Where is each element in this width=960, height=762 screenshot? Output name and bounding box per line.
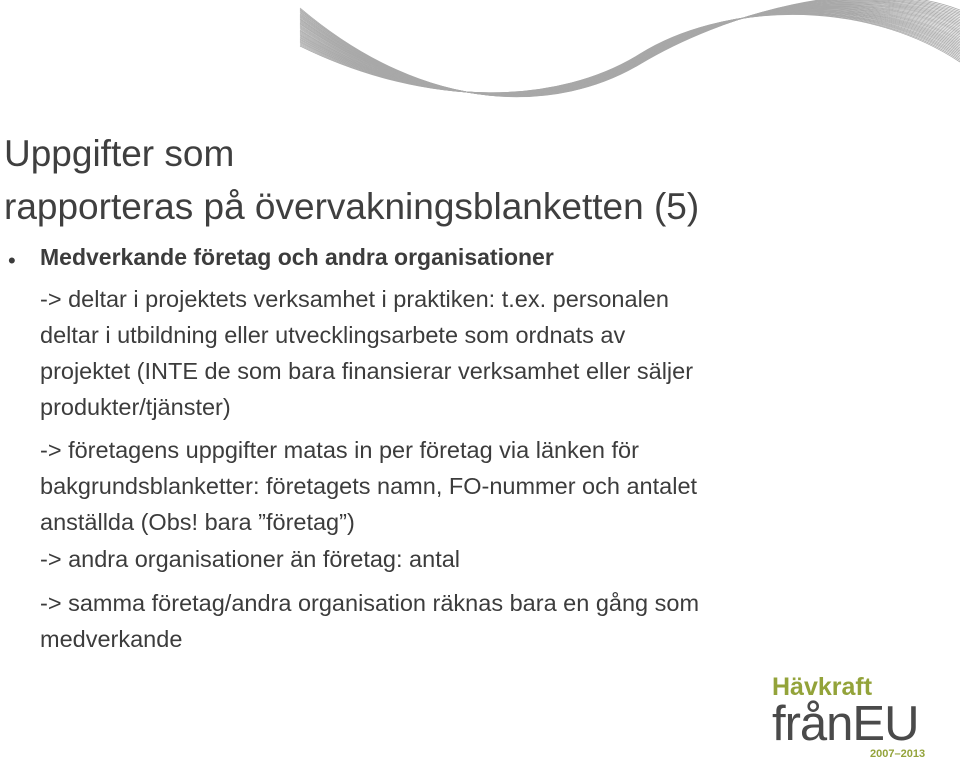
text-line: medverkande: [40, 626, 183, 652]
text-line: -> företagens uppgifter matas in per företag via länken för: [40, 437, 639, 463]
havkraft-fran-eu-logo: [760, 668, 950, 762]
text-line: produkter/tjänster): [40, 394, 231, 420]
text-line: bakgrundsblanketter: företagets namn, FO-nummer och antalet: [40, 473, 698, 499]
paragraph-other-organisations: [40, 541, 460, 577]
text-line: deltar i utbildning eller utvecklingsarbete som ordnats av: [40, 322, 626, 348]
text-line: -> andra organisationer än företag: antal: [40, 546, 461, 572]
bullet-heading: Medverkande företag och andra organisationer: [40, 244, 554, 270]
bullet-point-icon: •: [8, 248, 16, 273]
text-line: -> samma företag/andra organisation räknas bara en gång som: [40, 590, 700, 616]
slide-title-line-1: Uppgifter som: [4, 133, 235, 174]
paragraph-participation: [40, 281, 693, 425]
paragraph-company-data: [40, 432, 697, 540]
wave-line: [300, 14, 960, 93]
wave-lines-graphic: [0, 0, 960, 130]
logo-years: 2007–2013: [870, 748, 926, 760]
slide-title-line-2: rapporteras på övervakningsblanketten (5): [4, 186, 700, 227]
text-line: anställda (Obs! bara ”företag”): [40, 509, 355, 535]
slide-title: [4, 127, 699, 233]
text-line: -> deltar i projektets verksamhet i praktiken: t.ex. personalen: [40, 286, 669, 312]
logo-top-text: Hävkraft: [772, 673, 873, 701]
logo-main-text: frånEU: [772, 697, 919, 751]
text-line: projektet (INTE de som bara finansierar verksamhet eller säljer: [40, 358, 694, 384]
bullet-item: [0, 240, 940, 274]
paragraph-count-once: [40, 585, 699, 657]
